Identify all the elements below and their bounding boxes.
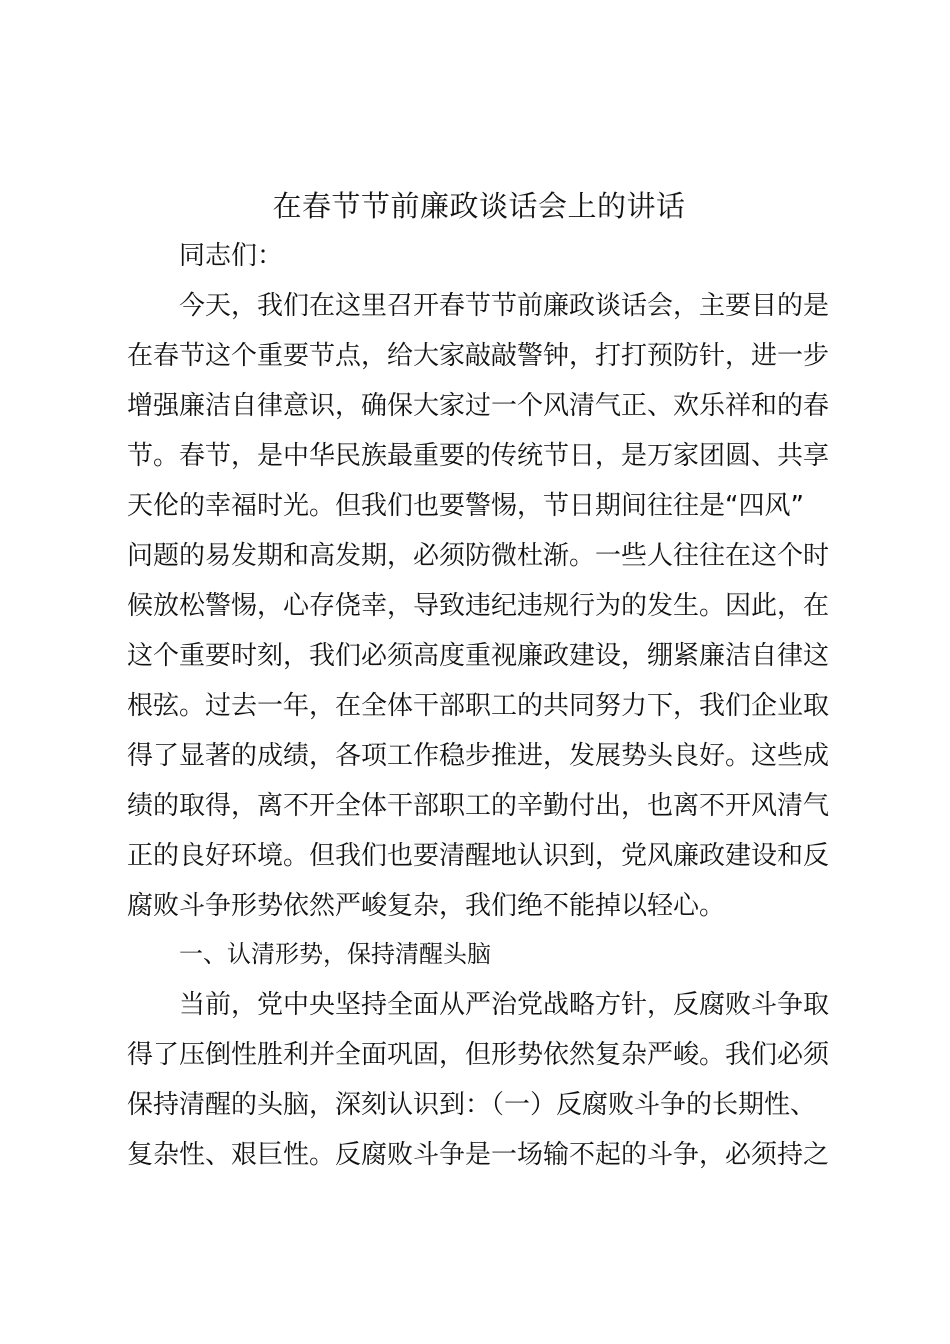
paragraph-line: 今天，我们在这里召开春节节前廉政谈话会，主要目的是 (179, 291, 830, 321)
paragraph-line: 这个重要时刻，我们必须高度重视廉政建设，绷紧廉洁自律这 (127, 641, 830, 671)
paragraph-line: 复杂性、艰巨性。反腐败斗争是一场输不起的斗争，必须持之 (127, 1140, 830, 1170)
paragraph-line: 节。春节，是中华民族最重要的传统节日，是万家团圆、共享 (127, 441, 830, 471)
paragraph-line: 腐败斗争形势依然严峻复杂，我们绝不能掉以轻心。 (127, 891, 726, 921)
paragraph-line: 得了显著的成绩，各项工作稳步推进，发展势头良好。这些成 (127, 741, 830, 771)
paragraph-line: 在春节这个重要节点，给大家敲敲警钟，打打预防针，进一步 (127, 341, 830, 371)
section-heading: 一、认清形势，保持清醒头脑 (179, 940, 491, 968)
paragraph-line: 绩的取得，离不开全体干部职工的辛勤付出，也离不开风清气 (127, 791, 830, 821)
paragraph-line: 当前，党中央坚持全面从严治党战略方针，反腐败斗争取 (179, 990, 830, 1020)
paragraph-line: 正的良好环境。但我们也要清醒地认识到，党风廉政建设和反 (127, 841, 830, 871)
paragraph-line: 天伦的幸福时光。但我们也要警惕，节日期间往往是“四风” (127, 491, 804, 521)
salutation: 同志们： (179, 241, 284, 271)
paragraph-line: 根弦。过去一年，在全体干部职工的共同努力下，我们企业取 (127, 691, 830, 721)
paragraph-line: 候放松警惕，心存侥幸，导致违纪违规行为的发生。因此，在 (127, 591, 830, 621)
paragraph-line: 保持清醒的头脑，深刻认识到：（一）反腐败斗争的长期性、 (127, 1090, 817, 1120)
paragraph-line: 问题的易发期和高发期，必须防微杜渐。一些人往往在这个时 (127, 541, 830, 571)
document-title: 在春节节前廉政谈话会上的讲话 (272, 189, 686, 223)
paragraph-line: 得了压倒性胜利并全面巩固，但形势依然复杂严峻。我们必须 (127, 1040, 830, 1070)
paragraph-line: 增强廉洁自律意识，确保大家过一个风清气正、欢乐祥和的春 (127, 391, 830, 421)
